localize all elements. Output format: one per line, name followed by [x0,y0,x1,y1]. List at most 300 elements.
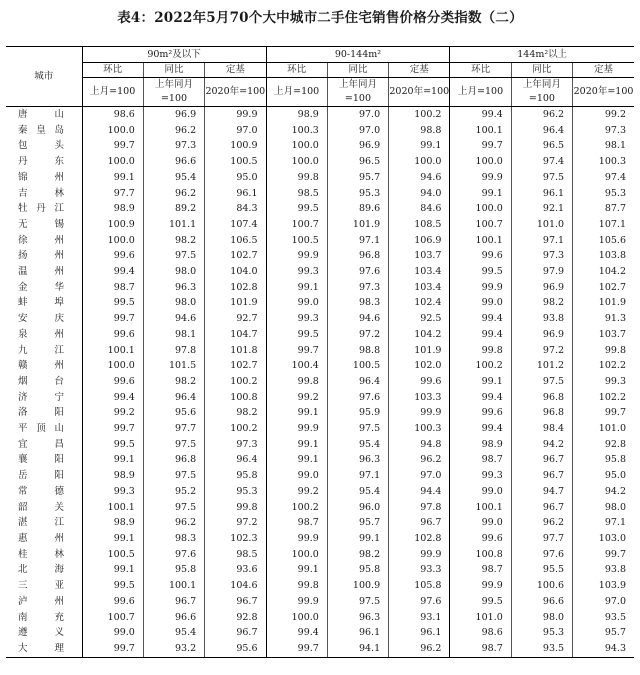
value-cell: 99.3 [266,264,327,280]
city-name: 无锡 [18,218,64,230]
table-row [6,390,634,406]
city-name: 北海 [18,564,64,576]
value-cell: 96.1 [511,186,572,202]
city-cell [6,484,82,500]
value-cell: 103.0 [573,531,634,547]
value-cell: 97.3 [511,248,572,264]
value-cell: 99.1 [266,280,327,296]
value-cell: 95.6 [205,641,266,657]
city-name: 桂林 [18,548,64,560]
value-cell: 95.9 [327,405,388,421]
value-cell: 100.1 [450,123,511,139]
value-cell: 92.8 [573,437,634,453]
city-name: 金华 [18,281,64,293]
value-cell: 96.7 [389,515,450,531]
value-cell: 99.3 [450,468,511,484]
value-cell: 100.0 [450,154,511,170]
value-cell: 97.6 [327,264,388,280]
value-cell: 99.8 [573,343,634,359]
city-name: 锦州 [18,171,64,183]
table-row [6,248,634,264]
metric-header: 同比 [511,63,572,78]
value-cell: 97.5 [143,500,204,516]
value-cell: 96.8 [511,405,572,421]
value-cell: 89.6 [327,201,388,217]
value-cell: 97.0 [389,468,450,484]
table-row [6,547,634,563]
value-cell: 95.6 [143,405,204,421]
value-cell: 100.4 [266,358,327,374]
value-cell: 98.3 [143,531,204,547]
value-cell: 100.1 [82,500,143,516]
value-cell: 94.6 [389,170,450,186]
value-cell: 96.2 [389,641,450,657]
value-cell: 99.0 [266,295,327,311]
city-name: 泸州 [18,595,64,607]
value-cell: 100.1 [82,343,143,359]
value-cell: 101.9 [389,343,450,359]
value-cell: 98.0 [511,610,572,626]
base-header: 上年同月=100 [143,78,204,107]
value-cell: 100.0 [266,138,327,154]
value-cell: 100.2 [205,374,266,390]
value-cell: 99.3 [266,311,327,327]
value-cell: 96.4 [511,123,572,139]
value-cell: 99.1 [450,186,511,202]
value-cell: 100.3 [266,123,327,139]
city-cell [6,264,82,280]
metric-header: 定基 [389,63,450,78]
table-row [6,641,634,657]
base-header: 上月=100 [266,78,327,107]
value-cell: 98.9 [82,201,143,217]
value-cell: 95.8 [205,468,266,484]
value-cell: 97.3 [327,280,388,296]
value-cell: 97.3 [205,437,266,453]
value-cell: 99.1 [82,452,143,468]
base-header: 上年同月=100 [511,78,572,107]
value-cell: 98.1 [143,327,204,343]
value-cell: 98.2 [205,405,266,421]
city-cell [6,641,82,657]
value-cell: 95.8 [573,452,634,468]
city-cell [6,201,82,217]
value-cell: 96.1 [205,186,266,202]
value-cell: 100.9 [205,138,266,154]
value-cell: 100.9 [327,578,388,594]
value-cell: 99.8 [266,374,327,390]
value-cell: 106.9 [389,233,450,249]
value-cell: 99.4 [266,625,327,641]
value-cell: 96.2 [143,123,204,139]
base-header: 上月=100 [82,78,143,107]
value-cell: 100.3 [389,421,450,437]
value-cell: 99.9 [205,107,266,123]
value-cell: 92.8 [205,610,266,626]
value-cell: 95.2 [143,484,204,500]
value-cell: 100.5 [266,233,327,249]
table-row [6,295,634,311]
value-cell: 102.4 [389,295,450,311]
value-cell: 99.1 [266,437,327,453]
value-cell: 94.4 [389,484,450,500]
metric-header: 定基 [205,63,266,78]
value-cell: 98.0 [143,264,204,280]
value-cell: 96.7 [205,625,266,641]
value-cell: 101.0 [573,421,634,437]
city-cell [6,343,82,359]
value-cell: 96.6 [143,154,204,170]
table-row [6,484,634,500]
value-cell: 100.0 [266,547,327,563]
table-row [6,201,634,217]
metric-header: 环比 [450,63,511,78]
value-cell: 104.6 [205,578,266,594]
value-cell: 95.3 [511,625,572,641]
value-cell: 97.0 [327,123,388,139]
value-cell: 102.2 [573,390,634,406]
value-cell: 98.7 [450,562,511,578]
value-cell: 96.8 [327,248,388,264]
value-cell: 99.8 [266,578,327,594]
value-cell: 102.0 [389,358,450,374]
table-row [6,280,634,296]
value-cell: 98.2 [511,295,572,311]
city-name: 遵义 [18,627,64,639]
table-row [6,500,634,516]
value-cell: 96.5 [327,154,388,170]
value-cell: 99.7 [450,138,511,154]
value-cell: 99.1 [266,405,327,421]
table-row [6,123,634,139]
value-cell: 99.0 [450,515,511,531]
value-cell: 99.6 [450,531,511,547]
value-cell: 99.6 [82,594,143,610]
value-cell: 107.1 [573,217,634,233]
metric-header: 环比 [82,63,143,78]
value-cell: 99.9 [266,531,327,547]
table-row [6,374,634,390]
value-cell: 100.1 [450,233,511,249]
value-cell: 98.5 [205,547,266,563]
value-cell: 97.5 [327,594,388,610]
city-name: 韶关 [18,501,64,513]
value-cell: 102.8 [205,280,266,296]
value-cell: 96.7 [511,452,572,468]
city-cell [6,186,82,202]
value-cell: 97.7 [143,421,204,437]
value-cell: 99.7 [573,547,634,563]
value-cell: 99.9 [389,547,450,563]
value-cell: 99.1 [266,562,327,578]
value-cell: 94.6 [327,311,388,327]
city-name: 三亚 [18,580,64,592]
value-cell: 103.3 [389,390,450,406]
value-cell: 97.3 [143,138,204,154]
value-cell: 97.0 [327,107,388,123]
value-cell: 96.7 [205,594,266,610]
table-row [6,138,634,154]
city-cell [6,280,82,296]
city-name: 宜昌 [18,438,64,450]
value-cell: 95.0 [205,170,266,186]
value-cell: 98.3 [327,295,388,311]
city-cell [6,437,82,453]
value-cell: 93.1 [389,610,450,626]
city-cell [6,107,82,123]
value-cell: 100.0 [82,233,143,249]
value-cell: 92.1 [511,201,572,217]
value-cell: 98.1 [573,138,634,154]
value-cell: 101.0 [450,610,511,626]
city-name: 包头 [18,140,64,152]
value-cell: 95.7 [573,625,634,641]
value-cell: 98.9 [266,107,327,123]
value-cell: 103.9 [573,578,634,594]
table-row [6,625,634,641]
value-cell: 97.6 [143,547,204,563]
value-cell: 99.5 [266,201,327,217]
value-cell: 95.3 [573,186,634,202]
table-row [6,562,634,578]
table-row [6,610,634,626]
value-cell: 99.5 [266,327,327,343]
value-cell: 101.2 [511,358,572,374]
value-cell: 102.7 [205,248,266,264]
value-cell: 99.3 [573,374,634,390]
value-cell: 97.8 [143,343,204,359]
value-cell: 98.0 [573,500,634,516]
value-cell: 99.1 [389,138,450,154]
value-cell: 100.1 [450,500,511,516]
value-cell: 101.9 [573,295,634,311]
value-cell: 101.8 [205,343,266,359]
city-name: 温州 [18,266,64,278]
value-cell: 96.8 [143,452,204,468]
city-name: 惠州 [18,532,64,544]
value-cell: 99.5 [450,594,511,610]
table-row [6,405,634,421]
value-cell: 100.0 [389,154,450,170]
value-cell: 104.7 [205,327,266,343]
city-cell [6,358,82,374]
value-cell: 93.3 [389,562,450,578]
city-name: 烟台 [18,375,64,387]
metric-header: 同比 [143,63,204,78]
value-cell: 93.5 [511,641,572,657]
value-cell: 99.4 [450,390,511,406]
value-cell: 104.0 [205,264,266,280]
value-cell: 97.5 [327,421,388,437]
value-cell: 99.1 [450,374,511,390]
table-row [6,154,634,170]
value-cell: 99.9 [266,594,327,610]
city-header: 城市 [6,47,82,107]
value-cell: 102.7 [205,358,266,374]
city-cell [6,500,82,516]
value-cell: 99.6 [389,374,450,390]
value-cell: 100.0 [266,154,327,170]
value-cell: 104.2 [389,327,450,343]
value-cell: 95.3 [327,186,388,202]
value-cell: 99.4 [82,264,143,280]
value-cell: 102.7 [573,280,634,296]
value-cell: 100.7 [266,217,327,233]
value-cell: 98.9 [82,515,143,531]
value-cell: 99.5 [82,578,143,594]
value-cell: 94.3 [573,641,634,657]
base-header: 2020年=100 [389,78,450,107]
value-cell: 99.4 [450,311,511,327]
base-header: 2020年=100 [205,78,266,107]
value-cell: 96.1 [327,625,388,641]
value-cell: 99.6 [82,248,143,264]
city-cell [6,468,82,484]
value-cell: 97.5 [143,248,204,264]
value-cell: 98.5 [266,186,327,202]
value-cell: 99.7 [82,641,143,657]
value-cell: 89.2 [143,201,204,217]
value-cell: 92.5 [389,311,450,327]
value-cell: 98.2 [327,547,388,563]
value-cell: 97.8 [389,500,450,516]
value-cell: 99.2 [266,390,327,406]
value-cell: 99.1 [82,170,143,186]
value-cell: 97.7 [511,531,572,547]
value-cell: 95.4 [143,625,204,641]
value-cell: 96.7 [511,500,572,516]
value-cell: 99.0 [450,295,511,311]
value-cell: 99.3 [82,484,143,500]
value-cell: 100.0 [82,154,143,170]
group-header-small: 90m²及以下 [82,47,266,63]
value-cell: 99.6 [82,327,143,343]
base-header: 2020年=100 [573,78,634,107]
city-cell [6,217,82,233]
value-cell: 99.4 [82,390,143,406]
value-cell: 96.8 [511,390,572,406]
value-cell: 95.0 [573,468,634,484]
value-cell: 98.9 [82,468,143,484]
value-cell: 101.5 [143,358,204,374]
city-name: 丹东 [18,156,64,168]
value-cell: 99.8 [450,343,511,359]
city-name: 牡丹江 [18,203,64,215]
price-index-table [6,46,634,658]
value-cell: 98.8 [327,343,388,359]
value-cell: 95.7 [327,515,388,531]
value-cell: 98.2 [143,374,204,390]
value-cell: 100.1 [143,578,204,594]
city-name: 大理 [18,642,64,654]
value-cell: 98.0 [143,295,204,311]
city-cell [6,123,82,139]
value-cell: 99.1 [266,452,327,468]
value-cell: 99.1 [82,531,143,547]
value-cell: 99.7 [82,421,143,437]
city-name: 吉林 [18,187,64,199]
value-cell: 96.2 [511,107,572,123]
value-cell: 99.4 [450,107,511,123]
value-cell: 94.8 [389,437,450,453]
value-cell: 99.6 [82,374,143,390]
city-cell [6,311,82,327]
value-cell: 96.2 [143,515,204,531]
value-cell: 103.8 [573,248,634,264]
value-cell: 102.8 [389,531,450,547]
value-cell: 93.8 [573,562,634,578]
value-cell: 94.7 [511,484,572,500]
table-row [6,358,634,374]
value-cell: 98.7 [450,452,511,468]
value-cell: 100.7 [450,217,511,233]
city-cell [6,248,82,264]
value-cell: 96.3 [327,610,388,626]
value-cell: 96.6 [143,610,204,626]
base-header: 上年同月=100 [327,78,388,107]
value-cell: 97.1 [573,515,634,531]
group-header-medium: 90-144m² [266,47,450,63]
table-row [6,421,634,437]
table-row [6,452,634,468]
table-row [6,515,634,531]
value-cell: 96.6 [511,594,572,610]
value-cell: 99.8 [205,500,266,516]
value-cell: 107.4 [205,217,266,233]
value-cell: 98.7 [450,641,511,657]
value-cell: 101.9 [327,217,388,233]
value-cell: 93.2 [143,641,204,657]
value-cell: 97.7 [82,186,143,202]
value-cell: 99.7 [573,405,634,421]
value-cell: 100.8 [450,547,511,563]
value-cell: 99.9 [450,170,511,186]
value-cell: 100.2 [266,500,327,516]
value-cell: 99.5 [82,437,143,453]
value-cell: 97.2 [327,327,388,343]
value-cell: 103.4 [389,264,450,280]
value-cell: 97.1 [511,233,572,249]
value-cell: 99.2 [266,484,327,500]
value-cell: 96.4 [327,374,388,390]
value-cell: 98.6 [450,625,511,641]
city-cell [6,170,82,186]
group-header-large: 144m²以上 [450,47,634,63]
value-cell: 97.0 [205,123,266,139]
value-cell: 106.5 [205,233,266,249]
value-cell: 96.2 [511,515,572,531]
city-name: 湛江 [18,517,64,529]
value-cell: 100.0 [82,123,143,139]
value-cell: 99.7 [266,641,327,657]
city-cell [6,233,82,249]
value-cell: 99.9 [450,280,511,296]
value-cell: 100.8 [205,390,266,406]
value-cell: 94.0 [389,186,450,202]
value-cell: 97.5 [511,374,572,390]
city-name: 赣州 [18,360,64,372]
value-cell: 100.5 [82,547,143,563]
value-cell: 96.4 [205,452,266,468]
value-cell: 96.9 [511,327,572,343]
city-cell [6,547,82,563]
value-cell: 100.2 [389,107,450,123]
table-title: 表4：2022年5月70个大中城市二手住宅销售价格分类指数（二） [117,10,523,26]
value-cell: 97.1 [327,468,388,484]
value-cell: 95.7 [327,170,388,186]
value-cell: 98.8 [389,123,450,139]
value-cell: 96.7 [143,594,204,610]
